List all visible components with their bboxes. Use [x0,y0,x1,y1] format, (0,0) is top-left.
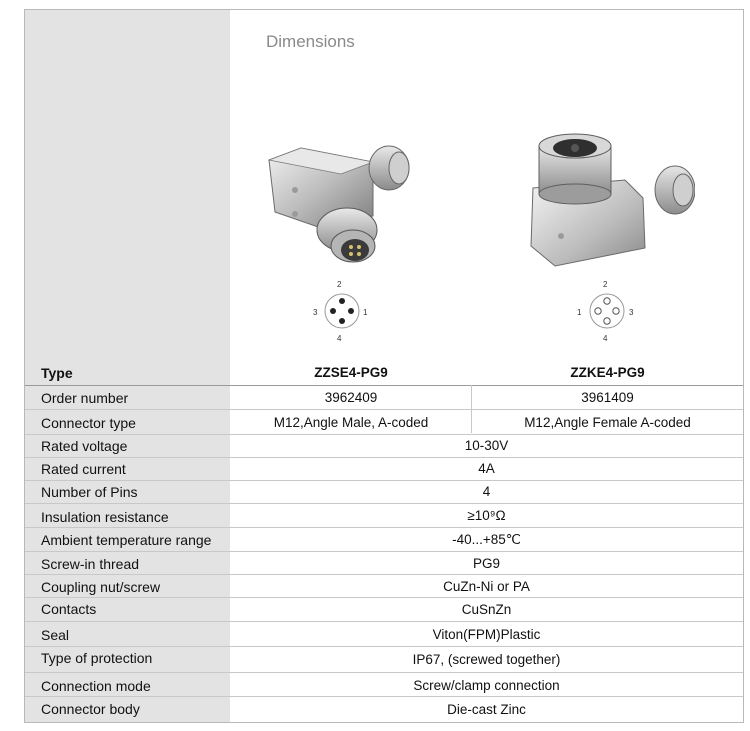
row-label: Insulation resistance [41,509,169,525]
row-value: 4A [478,461,495,476]
table-row [25,552,743,575]
row-label: Contacts [41,601,97,617]
row-value: IP67, (screwed together) [412,652,561,667]
row-value-male: M12,Angle Male, A-coded [273,415,429,430]
row-value: Viton(FPM)Plastic [432,627,541,642]
row-value: PG9 [472,556,500,571]
pin-label: 1 [577,308,582,317]
table-row [25,386,743,410]
table-row [25,622,743,647]
table-header-row [25,362,743,386]
row-value-female: 3961409 [581,390,634,405]
pin-label: 2 [337,280,342,289]
row-label: Rated voltage [41,438,128,454]
row-value: 4 [482,484,491,499]
type-label: Type [41,365,73,381]
pin-label: 4 [337,334,342,343]
row-label: Rated current [41,461,126,477]
table-row [25,435,743,458]
male-connector-image [261,128,411,283]
row-value: ≥10⁹Ω [467,508,506,523]
row-value: Screw/clamp connection [413,678,560,693]
female-face-icon [587,290,627,332]
table-row [25,697,743,721]
row-value: -40...+85℃ [452,532,521,547]
table-row [25,481,743,504]
table-row [25,410,743,434]
table-row [25,458,743,481]
pin-label: 3 [629,308,634,317]
table-row [25,528,743,552]
female-connector-image [525,128,695,283]
male-pin-diagram [313,280,373,342]
row-label: Number of Pins [41,484,138,500]
pin-label: 1 [363,308,368,317]
row-value-male: 3962409 [324,390,378,405]
model-male: ZZSE4-PG9 [314,365,388,380]
table-row [25,647,743,673]
row-value-female: M12,Angle Female A-coded [524,415,691,430]
model-female: ZZKE4-PG9 [570,365,645,380]
dimensions-heading: Dimensions [266,32,355,51]
spec-sheet [24,9,744,723]
pin-label: 3 [313,308,318,317]
table-row [25,673,743,697]
row-label: Connector type [41,415,136,431]
table-row [25,575,743,598]
row-label: Connector body [41,701,140,717]
row-label: Seal [41,627,70,643]
row-value: Die-cast Zinc [447,702,526,717]
female-pin-diagram [577,280,637,342]
row-label: Ambient temperature range [41,532,212,548]
row-label: Order number [41,390,129,406]
male-face-icon [322,290,362,332]
row-label: Screw-in thread [41,556,140,572]
pin-label: 2 [603,280,608,289]
row-value: CuSnZn [461,602,512,617]
row-label: Connection mode [41,678,151,694]
row-value: 10-30V [464,438,509,453]
pin-label: 4 [603,334,608,343]
table-row [25,598,743,622]
row-value: CuZn-Ni or PA [443,579,530,594]
row-label: Coupling nut/screw [41,579,161,595]
table-row [25,504,743,528]
row-label: Type of protection [41,650,153,666]
